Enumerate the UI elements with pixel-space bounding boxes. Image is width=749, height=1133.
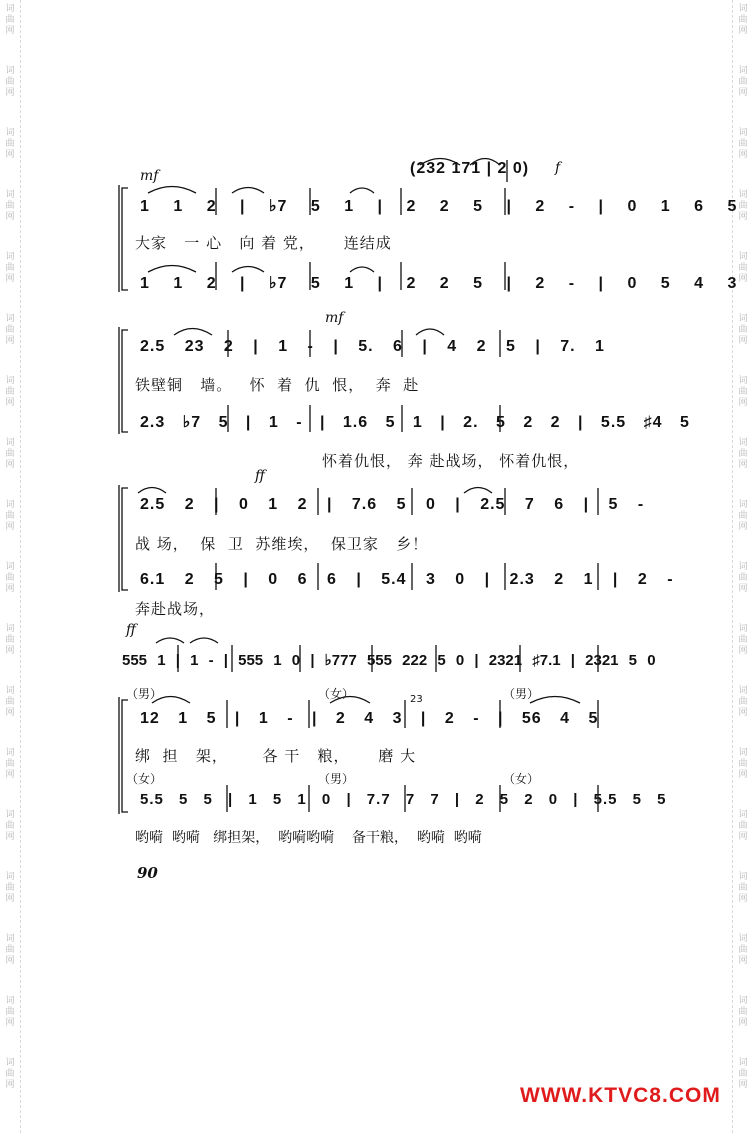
watermark-text: 词 曲 网 <box>738 438 748 470</box>
watermark-text: 词 曲 网 <box>5 376 15 408</box>
label-female-2: （女） <box>126 772 163 786</box>
site-logo[interactable]: WWW.KTVC8.COM <box>520 1084 721 1107</box>
watermark-text: 词 曲 网 <box>738 376 748 408</box>
system2-lyrics: 铁壁铜 墙。 怀 着 仇 恨， 奔 赴 <box>135 376 420 394</box>
watermark-text: 词 曲 网 <box>738 500 748 532</box>
system3-upper-notes: 2.5 2 | 0 1 2 | 7.6 5 0 | 2.5 7 6 | 5 - <box>140 496 645 513</box>
watermark-text: 词 曲 网 <box>5 190 15 222</box>
system3-lower-notes: 6.1 2 5 | 0 6 6 | 5.4 3 0 | 2.3 2 1 | 2 - <box>140 571 674 588</box>
watermark-text: 词 曲 网 <box>738 1058 748 1090</box>
interlude-2: 555 1 | 1 - | 555 1 0 | ♭777 555 222 5 0 | 2321 ♯7.1 | 2321 5 0 <box>122 652 656 669</box>
label-male-1: （男） <box>126 687 163 701</box>
system4-bracket <box>122 700 128 812</box>
watermark-text: 词 曲 网 <box>738 562 748 594</box>
system1-lower-notes: 1 1 2 | ♭7 5 1 | 2 2 5 | 2 - | 0 5 4 3 <box>140 275 738 292</box>
watermark-text: 词 曲 网 <box>5 934 15 966</box>
watermark-text: 词 曲 网 <box>738 810 748 842</box>
watermark-text: 词 曲 网 <box>5 624 15 656</box>
watermark-text: 词 曲 网 <box>5 128 15 160</box>
grace-notes: 23 <box>410 694 423 705</box>
watermark-text: 词 曲 网 <box>5 748 15 780</box>
system2-lower-notes: 2.3 ♭7 5 | 1 - | 1.6 5 1 | 2. 5 2 2 | 5.5 ♯4 5 <box>140 414 690 431</box>
watermark-text: 词 曲 网 <box>5 686 15 718</box>
watermark-text: 词 曲 网 <box>5 66 15 98</box>
label-male-3: （男） <box>318 772 355 786</box>
dynamic-mf-2: mf <box>325 310 344 326</box>
system1-lyrics: 大家 一 心 向 着 党， 连结成 <box>135 234 392 252</box>
system1-bracket <box>122 188 128 290</box>
system4-lyrics: 绑 担 架， 各 干 粮， 磨 大 <box>135 747 417 765</box>
dynamic-ff: ff <box>255 468 265 484</box>
watermark-text: 词 曲 网 <box>5 562 15 594</box>
watermark-text: 词 曲 网 <box>5 438 15 470</box>
watermark-text: 词 曲 网 <box>738 4 748 36</box>
system3-lyrics-lower: 奔赴战场， <box>135 600 216 618</box>
system1-upper-notes: 1 1 2 | ♭7 5 1 | 2 2 5 | 2 - | 0 1 6 5 <box>140 198 738 215</box>
watermark-text: 词 曲 网 <box>5 996 15 1028</box>
watermark-text: 词 曲 网 <box>738 314 748 346</box>
label-male-2: （男） <box>503 687 540 701</box>
system2-lyrics-lower: 怀着仇恨， 奔 赴战场， 怀着仇恨， <box>322 452 580 470</box>
system3-lyrics: 战 场， 保 卫 苏维埃， 保卫家 乡！ <box>135 535 429 553</box>
interlude-1: (232 171 | 2 0) <box>410 160 530 177</box>
watermark-text: 词 曲 网 <box>738 624 748 656</box>
system2-bracket <box>122 330 128 432</box>
watermark-text: 词 曲 网 <box>5 314 15 346</box>
system4-lower-notes: 5.5 5 5 | 1 5 1 0 | 7.7 7 7 | 2 5 2 0 | 5.5 5 5 <box>140 791 667 808</box>
watermark-text: 词 曲 网 <box>5 810 15 842</box>
system4-lyrics-lower: 哟嗬 哟嗬 绑担架， 哟嗬哟嗬 备干粮， 哟嗬 哟嗬 <box>135 830 482 846</box>
watermark-text: 词 曲 网 <box>5 500 15 532</box>
dynamic-f: f <box>555 160 561 176</box>
label-female-3: （女） <box>503 772 540 786</box>
watermark-text: 词 曲 网 <box>738 872 748 904</box>
watermark-text: 词 曲 网 <box>5 252 15 284</box>
watermark-text: 词 曲 网 <box>738 748 748 780</box>
system3-bracket <box>122 488 128 590</box>
system2-upper-notes: 2.5 23 2 | 1 - | 5. 6 | 4 2 5 | 7. 1 <box>140 338 605 355</box>
watermark-text: 词 曲 网 <box>738 996 748 1028</box>
watermark-text: 词 曲 网 <box>5 1058 15 1090</box>
system4-upper-notes: 12 1 5 | 1 - | 2 4 3 | 2 - | 56 4 5 <box>140 710 599 727</box>
watermark-text: 词 曲 网 <box>738 190 748 222</box>
watermark-text: 词 曲 网 <box>738 934 748 966</box>
watermark-text: 词 曲 网 <box>5 872 15 904</box>
watermark-text: 词 曲 网 <box>5 4 15 36</box>
watermark-text: 词 曲 网 <box>738 128 748 160</box>
watermark-text: 词 曲 网 <box>738 686 748 718</box>
dynamic-mf: mf <box>140 168 159 184</box>
watermark-text: 词 曲 网 <box>738 66 748 98</box>
dynamic-ff-2: ff <box>126 622 136 638</box>
watermark-text: 词 曲 网 <box>738 252 748 284</box>
label-female-1: （女） <box>318 687 355 701</box>
page-number: 90 <box>137 864 158 882</box>
